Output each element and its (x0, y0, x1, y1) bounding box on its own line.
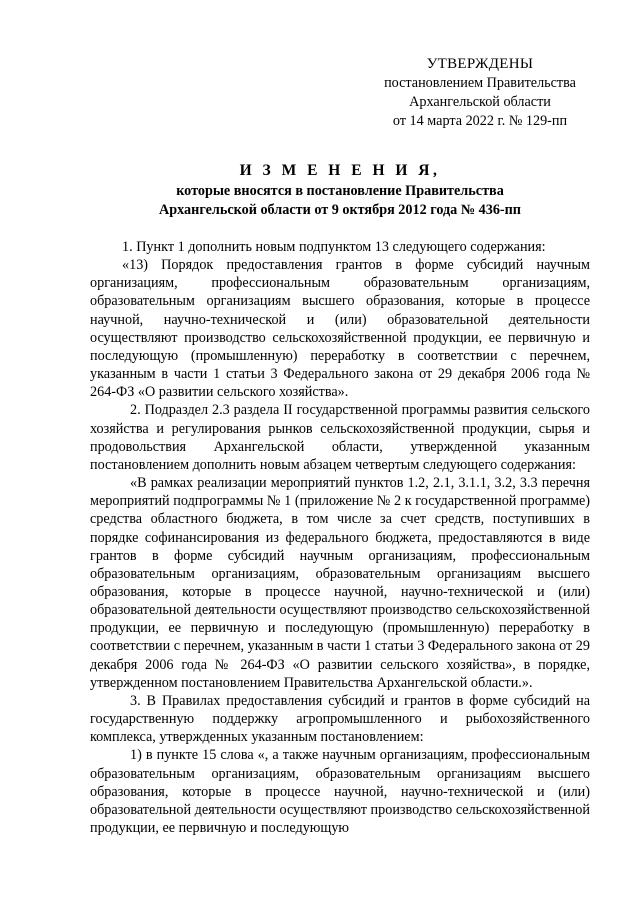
document-body (90, 238, 590, 837)
heading-title: И З М Е Н Е Н И Я, (239, 162, 441, 179)
approval-block (370, 55, 590, 131)
approval-line-2: Архангельской области (409, 94, 551, 110)
heading-subtitle-2: Архангельской области от 9 октября 2012 года № 436-пп (159, 202, 521, 218)
paragraph-3: 2. Подраздел 2.3 раздела II государственной программы развития сельского хозяйства и регулирования рынков сельскохозяйственной продукции, сырья и продовольствия Архангельской области, утвержденной указанным постановлением дополнить новым абзацем четвертым следующего содержания: (90, 402, 590, 473)
paragraph-6: 1) в пункте 15 слова «, а также научным организациям, профессиональным образовательным организациям, образовательным организациям высшего образования, которые в процессе научной, научно-технической и (или) образовательной деятельности осуществляют производство сельскохозяйственной продукции, ее первичную и последующую (90, 747, 590, 836)
approval-line-1: постановлением Правительства (384, 75, 576, 91)
approval-line-3: от 14 марта 2022 г. № 129-пп (392, 113, 568, 129)
approval-title: УТВЕРЖДЕНЫ (426, 56, 534, 72)
document-heading (90, 160, 590, 220)
paragraph-5: 3. В Правилах предоставления субсидий и грантов в форме субсидий на государственную поддержку агропромышленного и рыбохозяйственного комплекса, утвержденных указанным постановлением: (90, 692, 590, 746)
paragraph-2: «13) Порядок предоставления грантов в форме субсидий научным организациям, профессиональным образовательным организациям, образовательным организациям высшего образования, которые в процессе научной, научно-технической и (или) образовательной деятельности осуществляют производство сельскохозяйственной продукции, ее первичную и последующую (промышленную) переработку в соответствии с перечнем, указанным в части 1 статьи 3 Федерального закона от 29 декабря 2006 года № 264-ФЗ «О развитии сельского хозяйства». (90, 257, 590, 401)
paragraph-4: «В рамках реализации мероприятий пунктов 1.2, 2.1, 3.1.1, 3.2, 3.3 перечня мероприятий подпрограммы № 1 (приложение № 2 к государственной программе) средства областного бюджета, в том числе за счет средств, поступивших в порядке софинансирования из федерального бюджета, предоставляются в виде грантов в форме субсидий научным организациям, профессиональным образовательным организациям, образовательным организациям высшего образования, которые в процессе научной, научно-технической и (или) образовательной деятельности осуществляют производство сельскохозяйственной продукции, ее первичную и последующую (промышленную) переработку в соответствии с перечнем, указанным в части 1 статьи 3 Федерального закона от 29 декабря 2006 года № 264-ФЗ «О развитии сельского хозяйства», в порядке, утвержденном постановлением Правительства Архангельской области.». (90, 475, 590, 691)
paragraph-1: 1. Пункт 1 дополнить новым подпунктом 13 следующего содержания: (122, 239, 546, 255)
heading-subtitle-1: которые вносятся в постановление Правительства (176, 183, 504, 199)
